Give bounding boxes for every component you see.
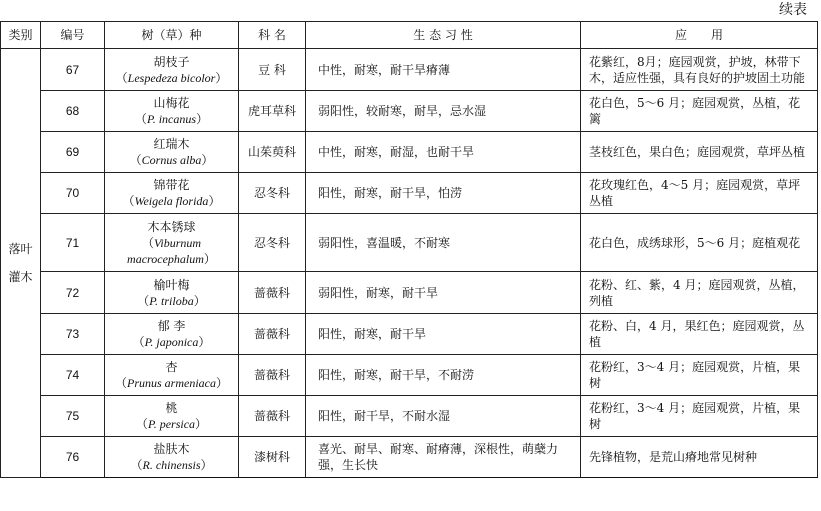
row-number: 72 <box>41 272 105 314</box>
habit-cell: 阳性，耐干旱，不耐水湿 <box>306 396 581 437</box>
family-cell: 豆 科 <box>239 49 306 91</box>
habit-cell: 弱阳性，较耐寒，耐旱，忌水湿 <box>306 91 581 132</box>
latin-name: （P. incanus） <box>134 112 209 126</box>
species-cell <box>105 173 239 214</box>
latin-name: （P. japonica） <box>132 335 211 349</box>
habit-cell: 中性，耐寒，耐湿，也耐干旱 <box>306 132 581 173</box>
use-cell: 花玫瑰红色，4～5 月；庭园观赏，草坪丛植 <box>581 173 818 214</box>
species-name: 榆叶梅 <box>153 277 190 292</box>
species-name: 木本锈球 <box>147 219 196 234</box>
use-cell: 花紫红，8月；庭园观赏，护坡，林带下木，适应性强，具有良好的护坡固土功能 <box>581 49 818 91</box>
row-number: 76 <box>41 437 105 478</box>
latin-name: （Lespedeza bicolor） <box>115 70 228 85</box>
family-cell: 忍冬科 <box>239 214 306 272</box>
continued-label: 续表 <box>779 2 807 18</box>
table-row <box>1 314 818 355</box>
family-cell: 忍冬科 <box>239 173 306 214</box>
header-family: 科 名 <box>239 22 306 49</box>
family-cell: 蔷薇科 <box>239 396 306 437</box>
latin-name: （P. triloba） <box>137 293 206 308</box>
latin-name: （Prunus armeniaca） <box>114 376 229 390</box>
habit-cell: 阳性，耐寒，耐干旱，不耐涝 <box>306 355 581 396</box>
row-number: 69 <box>41 132 105 173</box>
row-number: 67 <box>41 49 105 91</box>
table-row <box>1 355 818 396</box>
table-row <box>1 214 818 272</box>
use-cell: 花粉、红、紫，4 月；庭园观赏，丛植，列植 <box>581 272 818 314</box>
use-cell: 花白色，成绣球形，5～6 月；庭植观花 <box>581 214 818 272</box>
category-line2: 灌木 <box>8 270 33 284</box>
species-name: 盐肤木 <box>153 442 190 456</box>
species-name: 山梅花 <box>153 96 190 110</box>
habit-cell: 阳性，耐寒，耐干旱 <box>306 314 581 355</box>
table-row <box>1 49 818 91</box>
species-name: 锦带花 <box>153 178 190 192</box>
latin-name: （Viburnum macrocephalum） <box>127 235 216 266</box>
table-row <box>1 396 818 437</box>
header-category: 类别 <box>1 22 41 49</box>
species-cell <box>105 437 239 478</box>
latin-name: （P. persica） <box>135 417 208 431</box>
species-name: 杏 <box>165 360 178 374</box>
species-name: 郁 李 <box>157 319 186 333</box>
species-cell <box>105 132 239 173</box>
species-cell <box>105 272 239 314</box>
habit-cell: 弱阳性，耐寒，耐干旱 <box>306 272 581 314</box>
habit-cell: 弱阳性，喜温暖，不耐寒 <box>306 214 581 272</box>
latin-name: （Weigela florida） <box>122 194 221 208</box>
header-habit: 生 态 习 性 <box>306 22 581 49</box>
habit-cell: 喜光、耐旱、耐寒、耐瘠薄，深根性，萌蘖力强，生长快 <box>306 437 581 478</box>
table-row <box>1 272 818 314</box>
species-name: 红瑞木 <box>153 137 190 151</box>
use-cell: 花白色，5～6 月；庭园观赏，丛植，花篱 <box>581 91 818 132</box>
row-number: 71 <box>41 214 105 272</box>
family-cell: 山茱萸科 <box>239 132 306 173</box>
header-number: 编号 <box>41 22 105 49</box>
row-number: 75 <box>41 396 105 437</box>
use-cell: 花粉红，3～4 月；庭园观赏，片植，果树 <box>581 355 818 396</box>
row-number: 68 <box>41 91 105 132</box>
species-cell <box>105 355 239 396</box>
header-species: 树（草）种 <box>105 22 239 49</box>
category-line1: 落叶 <box>8 242 33 256</box>
family-cell: 蔷薇科 <box>239 314 306 355</box>
table-row <box>1 132 818 173</box>
table-row <box>1 173 818 214</box>
row-number: 73 <box>41 314 105 355</box>
use-cell: 先锋植物，是荒山瘠地常见树种 <box>581 437 818 478</box>
species-cell <box>105 214 239 272</box>
species-cell <box>105 49 239 91</box>
habit-cell: 中性，耐寒，耐干旱瘠薄 <box>306 49 581 91</box>
table-row <box>1 437 818 478</box>
use-cell: 花粉、白，4 月，果红色；庭园观赏，丛植 <box>581 314 818 355</box>
species-cell <box>105 91 239 132</box>
latin-name: （Cornus alba） <box>129 153 214 167</box>
header-use: 应 用 <box>581 22 818 49</box>
use-cell: 茎枝红色，果白色；庭园观赏，草坪丛植 <box>581 132 818 173</box>
species-name: 胡枝子 <box>153 54 190 69</box>
species-cell <box>105 396 239 437</box>
plant-table <box>0 21 818 478</box>
row-number: 74 <box>41 355 105 396</box>
category-cell <box>1 49 41 478</box>
family-cell: 虎耳草科 <box>239 91 306 132</box>
family-cell: 蔷薇科 <box>239 272 306 314</box>
family-cell: 漆树科 <box>239 437 306 478</box>
table-row <box>1 91 818 132</box>
family-cell: 蔷薇科 <box>239 355 306 396</box>
latin-name: （R. chinensis） <box>130 458 213 472</box>
habit-cell: 阳性，耐寒，耐干旱，怕涝 <box>306 173 581 214</box>
table-header-row <box>1 22 818 49</box>
use-cell: 花粉红，3～4 月；庭园观赏，片植，果树 <box>581 396 818 437</box>
row-number: 70 <box>41 173 105 214</box>
species-name: 桃 <box>165 401 178 415</box>
species-cell <box>105 314 239 355</box>
